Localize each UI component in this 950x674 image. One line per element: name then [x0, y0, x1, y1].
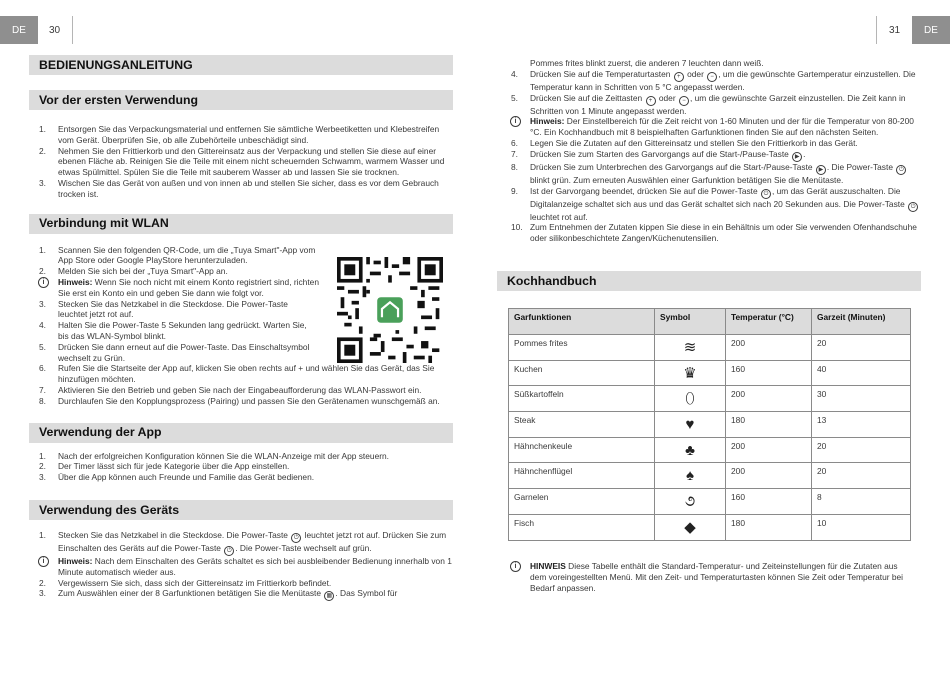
- cooking-table: [508, 308, 911, 541]
- power-icon: ⏻: [761, 189, 771, 199]
- wlan-list: [29, 245, 319, 364]
- power-icon: ⏻: [908, 202, 918, 212]
- power-icon: ⏻: [896, 165, 906, 175]
- sweet-potato-icon: ⬯: [655, 386, 726, 412]
- column-header: Temperatur (°C): [726, 309, 812, 335]
- power-icon: ⏻: [224, 546, 234, 556]
- list-item: 1. Scannen Sie den folgenden QR-Code, um die „Tuya Smart"-App vom App Store oder Google PlayStore herunterzuladen.: [39, 244, 316, 266]
- table-row: Kuchen ♛ 160 40: [509, 360, 911, 386]
- list-item: 3. Stecken Sie das Netzkabel in die Steckdose. Die Power-Taste leuchtet jetzt rot auf.: [39, 298, 288, 320]
- table-note: [501, 561, 913, 593]
- column-header: Symbol: [655, 309, 726, 335]
- time-down-icon: −: [679, 96, 689, 106]
- list-item: 6. Legen Sie die Zutaten auf den Gittereinsatz und stellen Sie den Frittierkorb in das Gerät.: [511, 137, 858, 148]
- table-row: Garnelen ૭ 160 8: [509, 489, 911, 515]
- list-item: 9. Ist der Garvorgang beendet, drücken Sie auf die Power-Taste ⏻ , um das Gerät auszuschalten. Die Digitalanzeige schaltet sich aus und das Gerät schaltet sich nach 20 Sekunden aus. Die Power-Taste ⏻ leuchtet rot auf.: [501, 186, 921, 223]
- info-icon: i: [510, 116, 521, 127]
- right-column: [501, 58, 921, 244]
- list-item: 4. Halten Sie die Power-Taste 5 Sekunden lang gedrückt. Warten Sie, bis das WLAN-Symbol blinkt.: [39, 320, 307, 341]
- list-item: 6. Rufen Sie die Startseite der App auf, klicken Sie oben rechts auf + und wählen Sie das Gerät, das Sie hinzufügen möchten.: [39, 363, 435, 385]
- temperature-down-icon: −: [707, 72, 717, 82]
- list-item: 5. Drücken Sie auf die Zeittasten + oder − , um die gewünschte Garzeit einzustellen. Die Zeit kann in Schritten von 1 Minute angepasst werden.: [511, 92, 906, 116]
- chicken-wing-icon: ♠: [655, 463, 726, 489]
- info-icon: i: [510, 561, 521, 572]
- table-row: Steak ♥ 180 13: [509, 412, 911, 438]
- wlan-list-continued: [29, 363, 453, 406]
- list-item: 3. Wischen Sie das Gerät von außen und von innen ab und stellen Sie sicher, dass es vor dem Gebrauch trocken ist.: [39, 177, 439, 199]
- table-row: Süßkartoffeln ⬯ 200 30: [509, 386, 911, 412]
- start-pause-icon: ▶: [792, 152, 802, 162]
- list-item: 3. Über die App können auch Freunde und Familie das Gerät bedienen.: [39, 472, 315, 483]
- hint-item: i HINWEIS Diese Tabelle enthält die Standard-Temperatur- und Zeiteinstellungen für die Zutaten aus dem voreingestellten Menü. Mit den Zeit- und Temperaturtasten können Sie Zeit oder Temperatur bei Bedarf anpassen.: [501, 561, 913, 593]
- fries-icon: ≋: [655, 335, 726, 361]
- table-header-row: [509, 309, 911, 335]
- list-item: 2. Vergewissern Sie sich, dass sich der Gittereinsatz im Frittierkorb befindet.: [39, 577, 332, 588]
- first-use-list: [29, 124, 453, 200]
- list-item: 2. Melden Sie sich bei der „Tuya Smart"-App an.: [39, 266, 228, 277]
- device-use-list: [29, 530, 453, 601]
- list-item: 7. Aktivieren Sie den Betrieb und geben Sie nach der Eingabeaufforderung das WLAN-Passwort ein.: [39, 384, 422, 395]
- table-row: Hähnchenkeule ♣ 200 20: [509, 437, 911, 463]
- language-tab-left: DE: [0, 16, 38, 44]
- hint-item: i Hinweis: Nach dem Einschalten des Geräts schaltet es sich bei ausbleibender Bedienung innerhalb von 1 Minute automatisch wieder aus.: [29, 556, 453, 578]
- hint-item: i Hinweis: Der Einstellbereich für die Zeit reicht von 1-60 Minuten und der für die Temperatur von 80-200 °C. Ein Kochhandbuch mit 8 beispielhaften Garfunktionen finden Sie auf den nächsten Seiten.: [501, 116, 921, 138]
- app-list: [29, 451, 453, 483]
- start-pause-icon: ▶: [816, 165, 826, 175]
- info-icon: i: [38, 277, 49, 288]
- header-divider-right: [876, 16, 877, 44]
- cake-icon: ♛: [655, 360, 726, 386]
- fish-icon: ◆: [655, 514, 726, 540]
- list-item: 3. Zum Auswählen einer der 8 Garfunktionen betätigen Sie die Menütaste ▦ . Das Symbol für: [39, 588, 398, 600]
- table-row: Fisch ◆ 180 10: [509, 514, 911, 540]
- list-item: 10. Zum Entnehmen der Zutaten kippen Sie diese in ein Behältnis um oder Sie verwenden Ofenhandschuhe oder silikonbeschichtete Zangen/Küchenutensilien.: [511, 222, 917, 244]
- time-up-icon: +: [646, 96, 656, 106]
- list-item: 5. Drücken Sie dann erneut auf die Power-Taste. Das Einschaltsymbol wechselt zu Grün.: [39, 341, 310, 363]
- header-divider-left: [72, 16, 73, 44]
- language-tab-right: DE: [912, 16, 950, 44]
- list-item-continued: Pommes frites blinkt zuerst, die anderen 7 leuchten dann weiß.: [530, 58, 764, 68]
- list-item: 1. Entsorgen Sie das Verpackungsmaterial und entfernen Sie sämtliche Werbeetiketten und Klebestreifen vom Gerät. Überprüfen Sie, ob alle Zubehörteile unbeschädigt sind.: [39, 124, 440, 145]
- section-title-first-use: Vor der ersten Verwendung: [29, 90, 453, 110]
- column-header: Garzeit (Minuten): [812, 309, 911, 335]
- table-row: Pommes frites ≋ 200 20: [509, 335, 911, 361]
- list-item: 4. Drücken Sie auf die Temperaturtasten + oder − , um die gewünschte Gartemperatur einzustellen. Die Temperatur kann in Schritten von 5 °C angepasst werden.: [511, 68, 916, 92]
- steak-icon: ♥: [655, 412, 726, 438]
- list-item: 8. Drücken Sie zum Unterbrechen des Garvorgangs auf die Start-/Pause-Taste ▶ . Die Power-Taste ⏻ blinkt grün. Zum erneuten Auswählen einer Garfunktion betätigen Sie die Menütaste.: [501, 162, 921, 186]
- info-icon: i: [38, 556, 49, 567]
- section-title-cookbook: Kochhandbuch: [497, 271, 921, 291]
- power-icon: ⏻: [291, 533, 301, 543]
- list-item: 1. Nach der erfolgreichen Konfiguration können Sie die WLAN-Anzeige mit der App steuern.: [39, 450, 389, 461]
- list-item: 7. Drücken Sie zum Starten des Garvorgangs auf die Start-/Pause-Taste ▶ .: [511, 148, 806, 160]
- chicken-leg-icon: ♣: [655, 437, 726, 463]
- table-row: Hähnchenflügel ♠ 200 20: [509, 463, 911, 489]
- temperature-up-icon: +: [674, 72, 684, 82]
- page-number-right: 31: [889, 24, 901, 36]
- shrimp-icon: ૭: [655, 489, 726, 515]
- main-title: BEDIENUNGSANLEITUNG: [29, 55, 453, 75]
- list-item: 2. Der Timer lässt sich für jede Kategorie über die App einstellen.: [39, 461, 290, 472]
- section-title-app: Verwendung der App: [29, 423, 453, 443]
- section-title-device-use: Verwendung des Geräts: [29, 500, 453, 520]
- list-item: 8. Durchlaufen Sie den Kopplungsprozess (Pairing) und passen Sie den Gerätenamen wunschgemäß an.: [39, 395, 440, 406]
- section-title-wlan: Verbindung mit WLAN: [29, 214, 453, 234]
- qr-code: [337, 257, 443, 363]
- list-item: 2. Nehmen Sie den Frittierkorb und den Gittereinsatz aus der Verpackung und stellen Sie diese auf einer ebenen Fläche ab. Reinigen Sie die Teile mit einem nicht scheuernden Schwamm, warmem Wasser und etwas Spülmittel. Spülen Sie die Teile mit sauberem Wasser ab und lassen Sie sie trocknen.: [39, 145, 445, 178]
- page-number-left: 30: [49, 24, 61, 36]
- hint-item: i Hinweis: Wenn Sie noch nicht mit einem Konto registriert sind, richten Sie erst ein Konto ein und geben Sie dann wie folgt vor.: [29, 277, 319, 299]
- column-header: Garfunktionen: [509, 309, 655, 335]
- menu-icon: ▦: [324, 591, 334, 601]
- list-item: 1. Stecken Sie das Netzkabel in die Steckdose. Die Power-Taste ⏻ leuchtet jetzt rot auf. Drücken Sie zum Einschalten des Geräts auf die Power-Taste ⏻ . Die Power-Taste wechselt auf grün.: [39, 529, 447, 554]
